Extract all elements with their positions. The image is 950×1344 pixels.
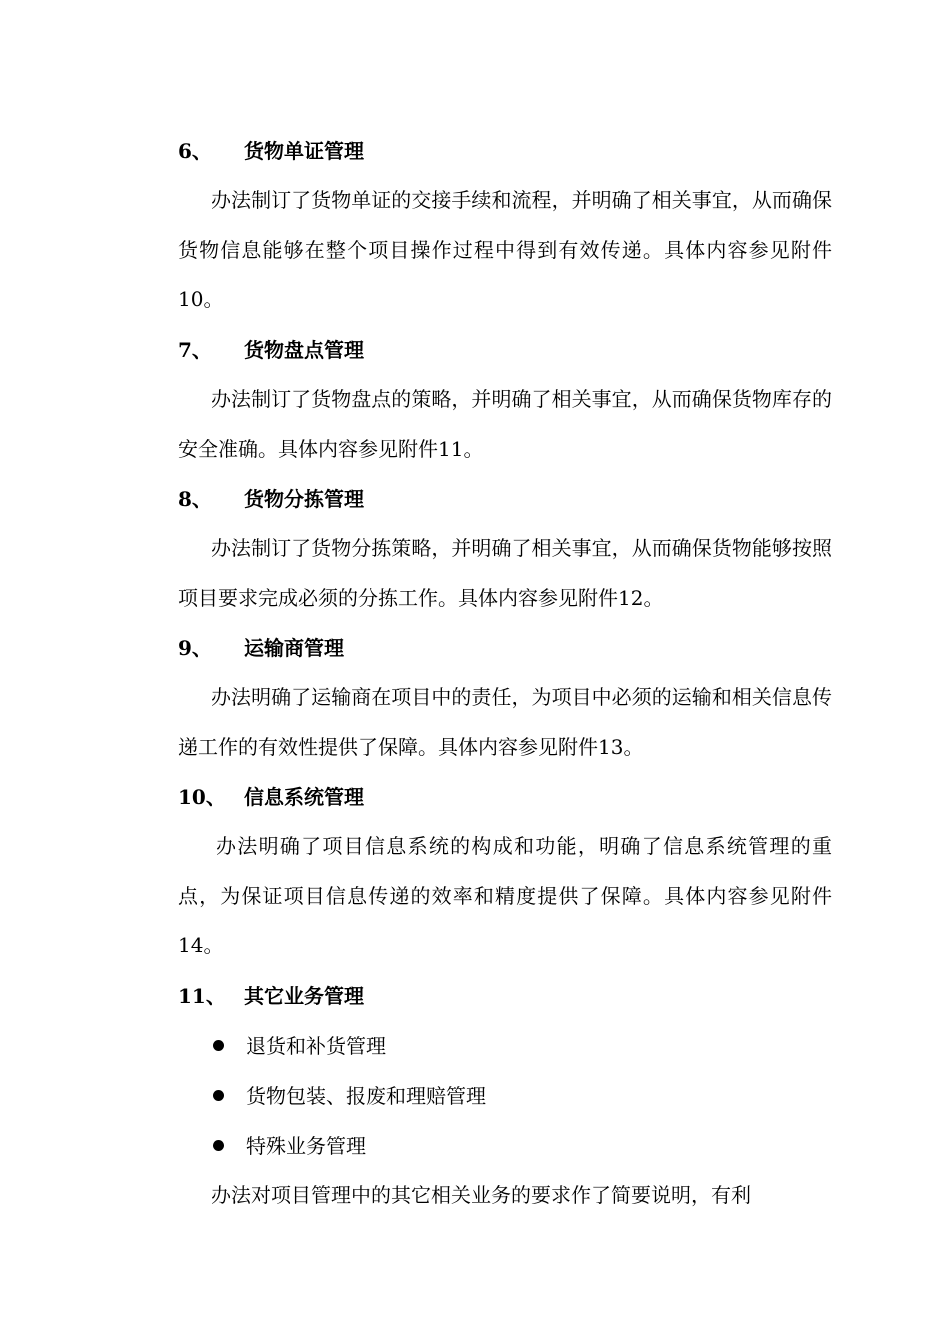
bullet-dot-icon: [213, 1140, 224, 1151]
section-title: 运输商管理: [244, 636, 344, 660]
section-number: 10、: [178, 785, 226, 809]
section-title: 货物分拣管理: [244, 487, 364, 511]
section-heading-11: [178, 981, 364, 1011]
section-title: 信息系统管理: [244, 785, 364, 809]
section-heading-9: [178, 633, 344, 663]
section-title: 其它业务管理: [244, 984, 364, 1008]
section-heading-6: [178, 136, 364, 166]
section-title: 货物单证管理: [244, 139, 364, 163]
section-heading-8: [178, 484, 364, 514]
section-body-7: 办法制订了货物盘点的策略，并明确了相关事宜，从而确保货物库存的安全准确。具体内容参见附件11。: [178, 387, 832, 461]
section-number: 6、: [178, 139, 212, 163]
section-number: 8、: [178, 487, 212, 511]
section-body-11: 办法对项目管理中的其它相关业务的要求作了简要说明，有利: [211, 1183, 751, 1207]
section-body-6: 办法制订了货物单证的交接手续和流程，并明确了相关事宜，从而确保货物信息能够在整个项目操作过程中得到有效传递。具体内容参见附件10。: [178, 188, 832, 312]
bullet-text: 货物包装、报废和理赔管理: [246, 1084, 486, 1108]
section-heading-7: [178, 335, 364, 365]
section-body-10: 办法明确了项目信息系统的构成和功能，明确了信息系统管理的重点，为保证项目信息传递的效率和精度提供了保障。具体内容参见附件14。: [178, 834, 832, 958]
section-body-8: 办法制订了货物分拣策略，并明确了相关事宜，从而确保货物能够按照项目要求完成必须的分拣工作。具体内容参见附件12。: [178, 536, 832, 610]
bullet-text: 退货和补货管理: [246, 1034, 386, 1058]
section-number: 7、: [178, 338, 212, 362]
bullet-dot-icon: [213, 1040, 224, 1051]
section-heading-10: [178, 782, 364, 812]
bullet-item: [213, 1131, 366, 1161]
section-body-9: 办法明确了运输商在项目中的责任，为项目中必须的运输和相关信息传递工作的有效性提供了保障。具体内容参见附件13。: [178, 685, 832, 759]
section-number: 11、: [178, 984, 226, 1008]
section-title: 货物盘点管理: [244, 338, 364, 362]
bullet-dot-icon: [213, 1090, 224, 1101]
section-number: 9、: [178, 636, 212, 660]
bullet-text: 特殊业务管理: [246, 1134, 366, 1158]
bullet-item: [213, 1031, 386, 1061]
bullet-item: [213, 1081, 486, 1111]
